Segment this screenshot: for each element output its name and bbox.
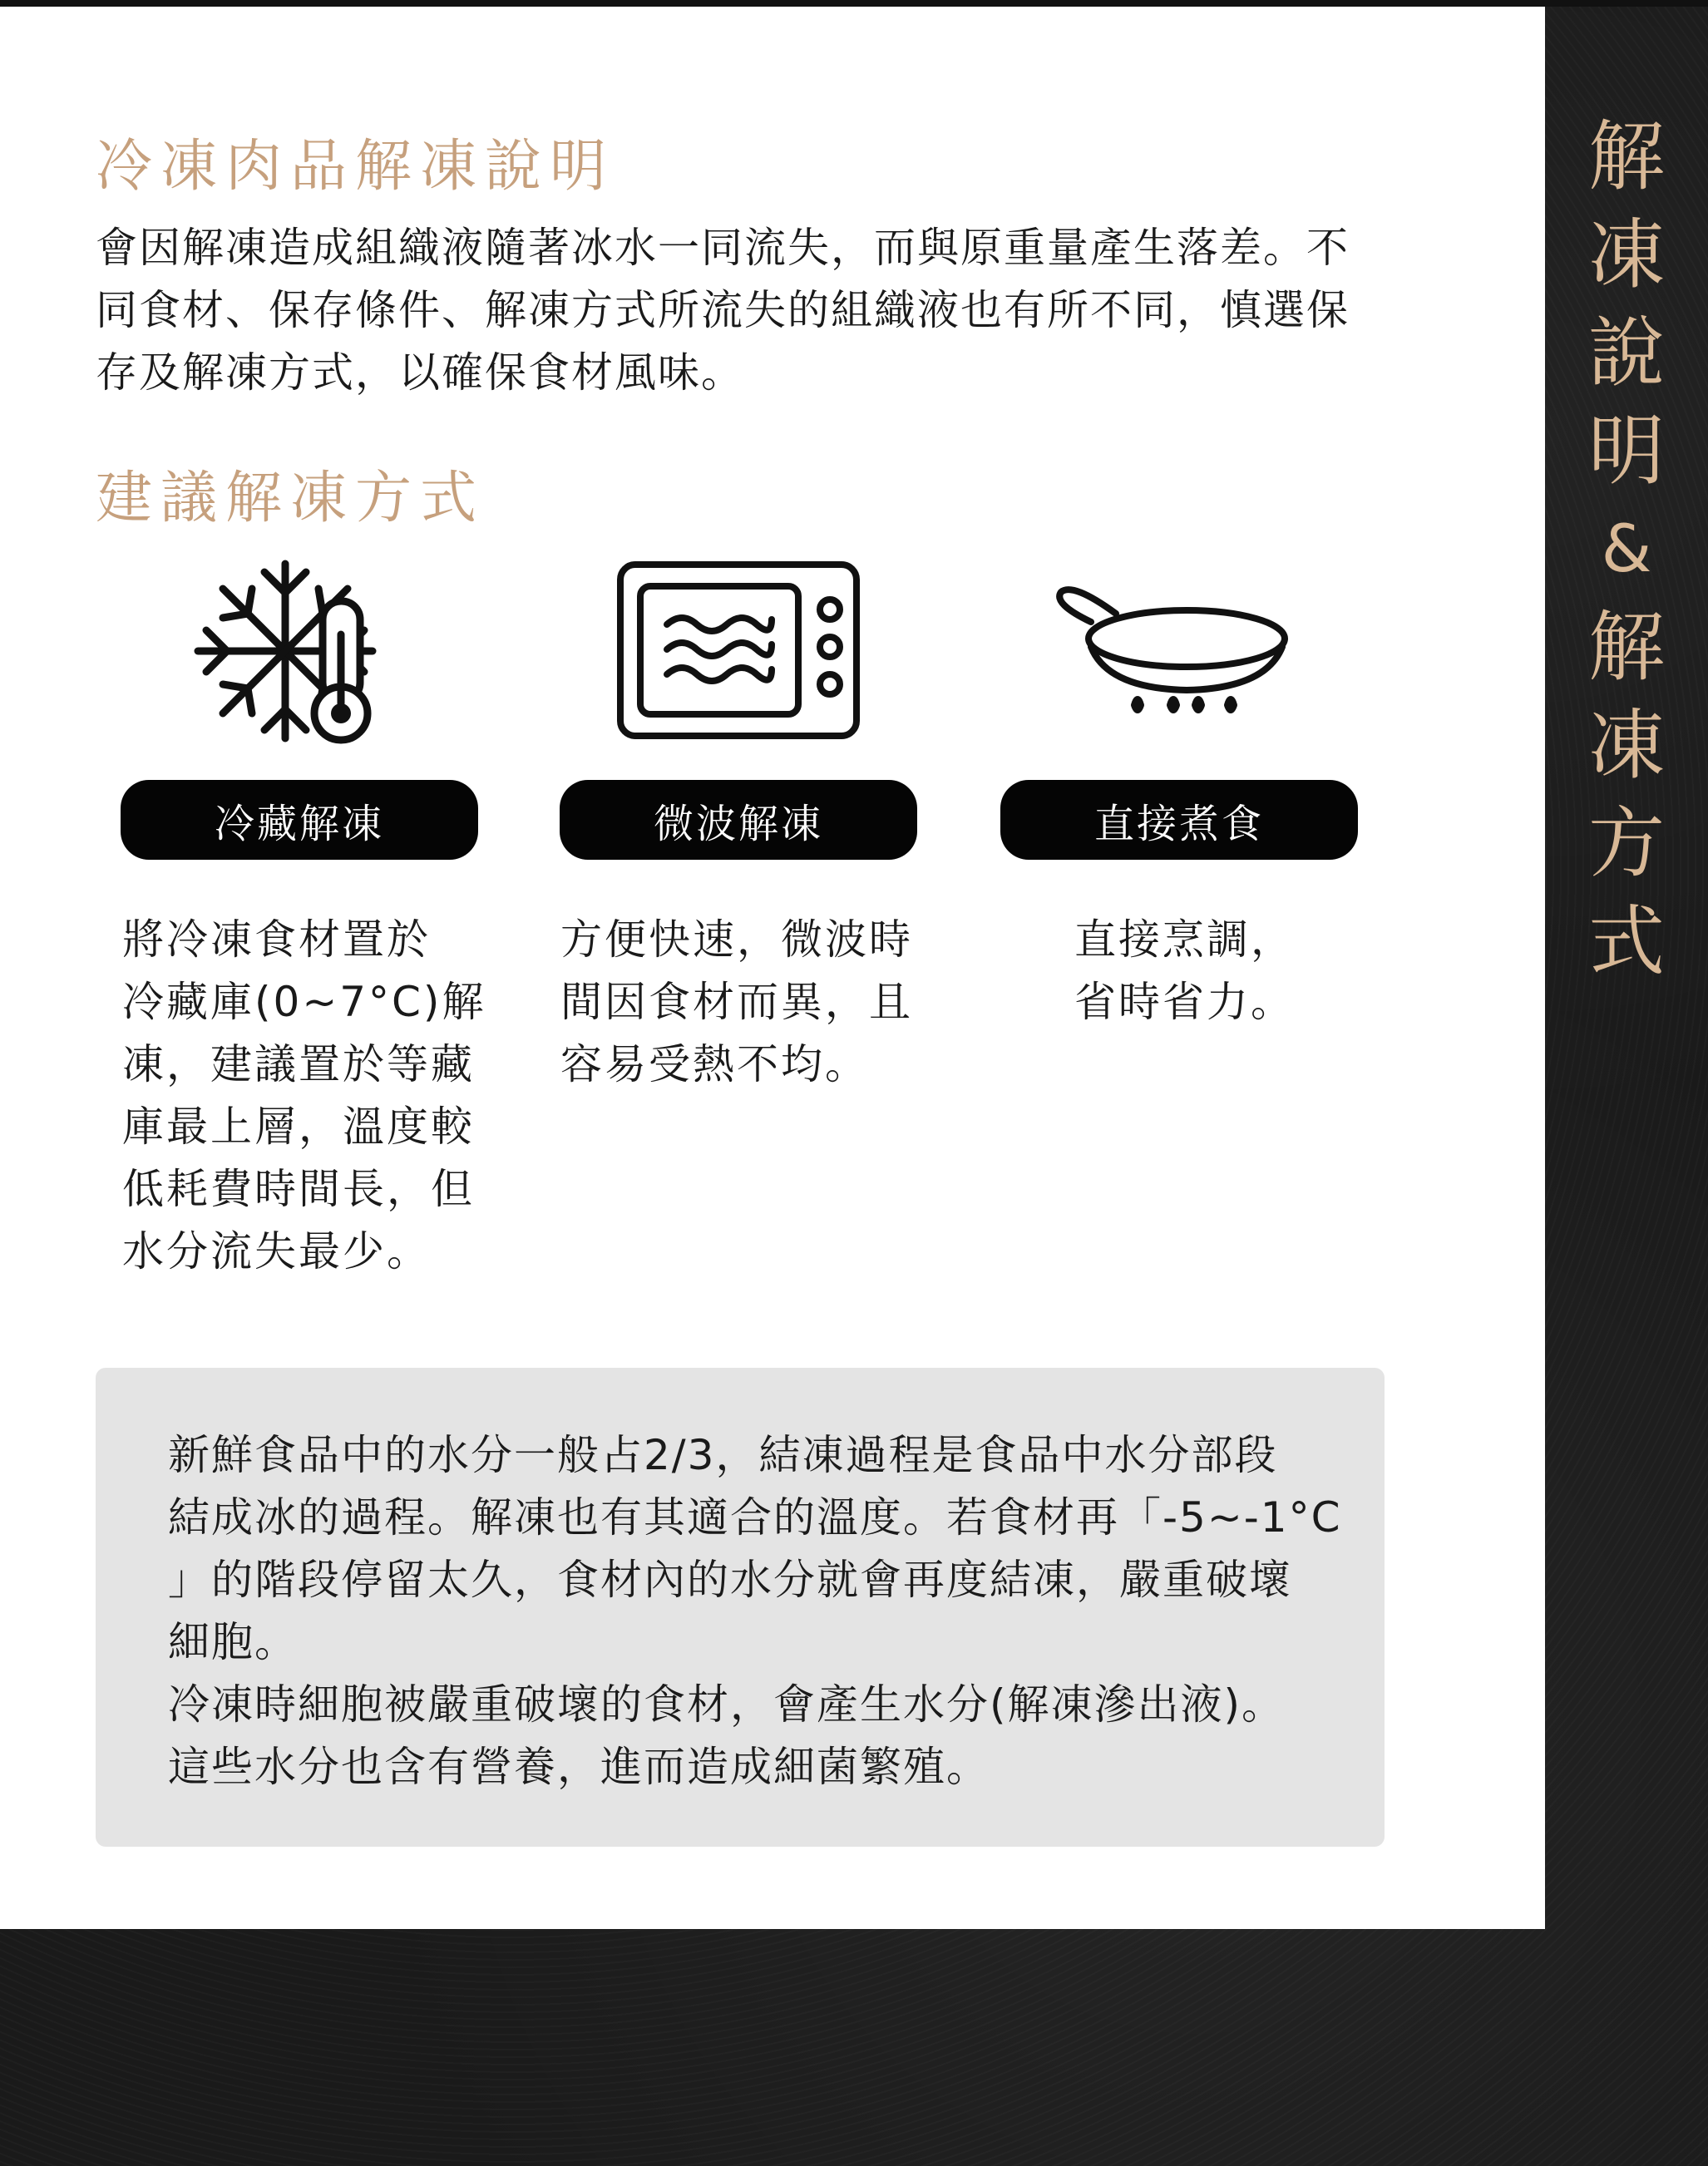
desc-line: 低耗費時間長，但: [122, 1165, 475, 1213]
paragraph-line: 會因解凍造成組織液隨著冰水一同流失，而與原重量產生落差。不: [96, 224, 1350, 272]
thawing-explanation-text: [96, 217, 1426, 404]
desc-line: 將冷凍食材置於: [122, 915, 431, 964]
desc-line: 容易受熱不均。: [560, 1040, 869, 1088]
microwave-icon: [615, 560, 861, 743]
method-label-refrigerator-thaw: 冷藏解凍: [121, 780, 478, 860]
method-desc-refrigerator: [122, 909, 486, 1283]
desc-line: 凍，建議置於等藏: [122, 1040, 475, 1088]
thawing-explanation-title: 冷凍肉品解凍說明: [96, 134, 615, 200]
desc-line: 庫最上層，溫度較: [122, 1103, 475, 1151]
side-title-char: 式: [1587, 897, 1665, 986]
note-line: 冷凍時細胞被嚴重破壞的食材，會產生水分(解凍滲出液)。: [168, 1680, 1286, 1729]
method-label-microwave-thaw: 微波解凍: [560, 780, 917, 860]
side-title-char: 說: [1587, 308, 1665, 397]
content-panel: [0, 7, 1545, 1929]
method-desc-direct-cook: [1074, 909, 1295, 1034]
side-title-char: 解: [1587, 603, 1665, 692]
note-line: 這些水分也含有營養，進而造成細菌繁殖。: [168, 1743, 990, 1791]
method-desc-microwave: [560, 909, 913, 1096]
side-title-char: 凍: [1587, 210, 1665, 299]
note-line: 新鮮食品中的水分一般占2/3，結凍過程是食品中水分部段: [168, 1431, 1278, 1479]
note-text: [168, 1424, 1349, 1798]
desc-line: 方便快速，微波時: [560, 915, 913, 964]
top-border: [0, 0, 1708, 7]
frying-pan-icon: [1049, 580, 1299, 730]
side-title-char: 方: [1587, 799, 1665, 888]
desc-line: 冷藏庫(0~7°C)解: [122, 978, 486, 1026]
snowflake-thermometer-icon: [190, 555, 381, 747]
desc-line: 直接烹調，: [1074, 915, 1295, 964]
note-line: 細胞。: [168, 1618, 298, 1666]
desc-line: 間因食材而異，且: [560, 978, 913, 1026]
method-label-direct-cook: 直接煮食: [1000, 780, 1358, 860]
note-box: [96, 1368, 1385, 1847]
note-line: 結成冰的過程。解凍也有其適合的溫度。若食材再「-5~-1°C: [168, 1493, 1342, 1542]
note-line: 」的階段停留太久，食材內的水分就會再度結凍，嚴重破壞: [168, 1556, 1292, 1604]
desc-line: 水分流失最少。: [122, 1227, 431, 1275]
paragraph-line: 存及解凍方式，以確保食材風味。: [96, 348, 744, 397]
side-vertical-title: [1545, 108, 1708, 991]
desc-line: 省時省力。: [1074, 978, 1295, 1026]
suggested-methods-title: 建議解凍方式: [96, 466, 486, 531]
side-title-char: 解: [1587, 112, 1665, 201]
paragraph-line: 同食材、保存條件、解凍方式所流失的組織液也有所不同，慎選保: [96, 286, 1350, 334]
side-title-char: 凍: [1587, 701, 1665, 790]
side-title-ampersand: &: [1601, 512, 1652, 587]
side-title-char: 明: [1587, 407, 1665, 496]
